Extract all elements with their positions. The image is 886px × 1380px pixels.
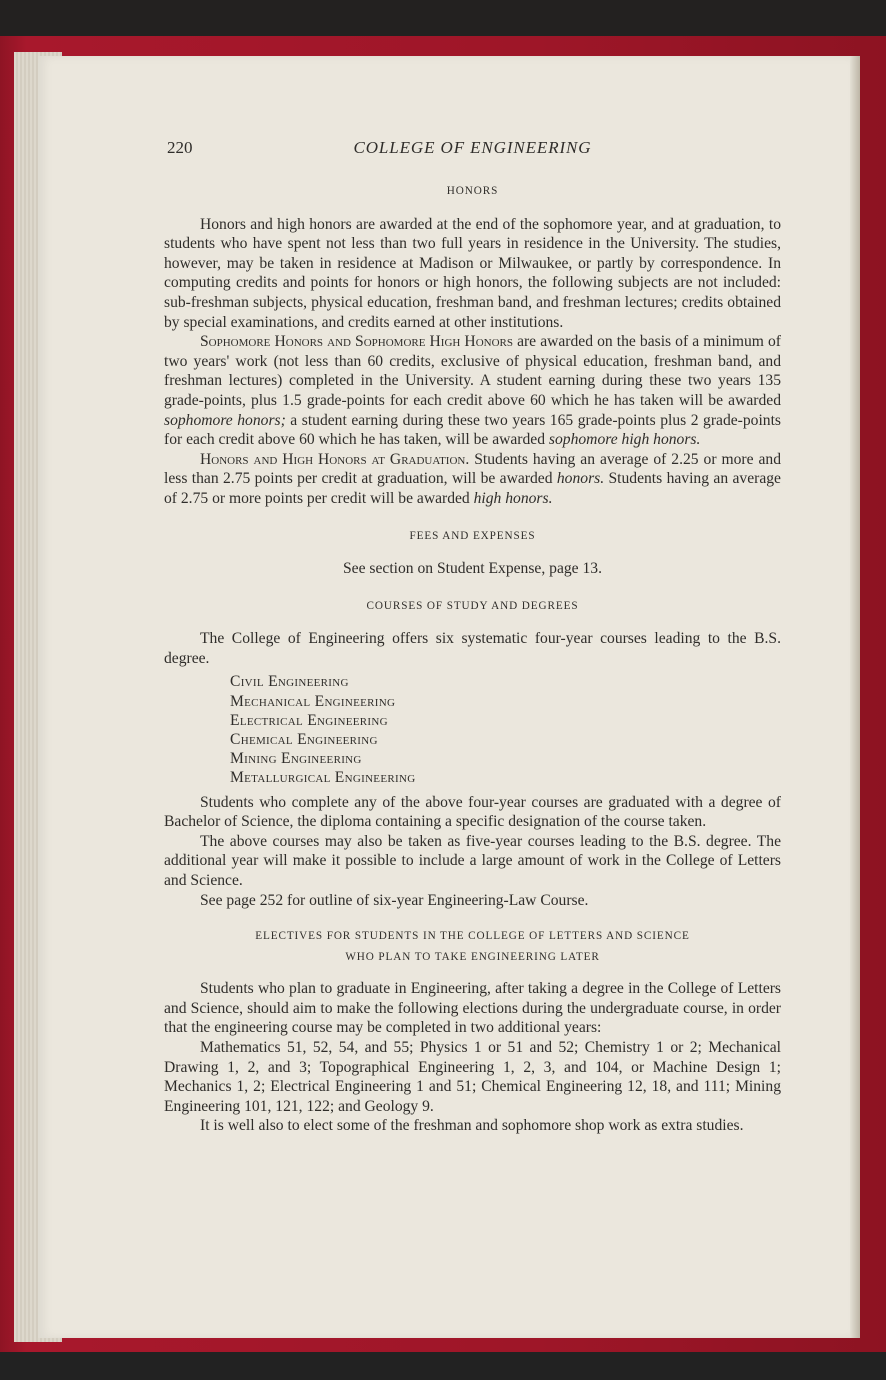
electives-heading — [164, 926, 781, 968]
course-item-civil: Civil Engineering — [230, 673, 349, 691]
running-head — [164, 132, 781, 166]
courses-intro: The College of Engineering offers six systematic four-year courses leading to the B.S. degree. — [164, 630, 781, 667]
fees-text: See section on Student Expense, page 13. — [343, 560, 602, 578]
graduation-honors-lead: Honors and High Honors at Graduation. — [200, 450, 470, 468]
course-item-mechanical: Mechanical Engineering — [230, 692, 396, 710]
page-number: 220 — [167, 138, 193, 157]
honors-paragraph-2: Sophomore Honors and Sophomore High Honors are awarded on the basis of a minimum of two years' work (not less than 60 credits, exclusive of physical education, freshman band, and freshman lectures) completed in the University. A student earning during these two years 135 grade-points, plus 1.5 grade-points for each credit above 60 which he has taken will be awarded sophomore honors; a student earning during these two years 165 grade-points plus 2 grade-points for each credit above 60 which he has taken, will be awarded sophomore high honors. — [164, 333, 781, 449]
courses-paragraph-4: See page 252 for outline of six-year Engineering-Law Course. — [200, 891, 589, 909]
honors-paragraph-3: Honors and High Honors at Graduation. Students having an average of 2.25 or more and less than 2.75 points per credit at graduation, will be awarded honors. Students having an average of 2.75 or more points per credit will be awarded high honors. — [164, 450, 781, 507]
course-item-mining: Mining Engineering — [230, 750, 362, 768]
course-item-metallurgical: Metallurgical Engineering — [230, 769, 416, 787]
courses-paragraph-2: Students who complete any of the above four-year courses are graduated with a degree of Bachelor of Science, the diploma containing a specific designation of the course taken. — [164, 793, 781, 831]
courses-paragraph-3: The above courses may also be taken as five-year courses leading to the B.S. degree. The additional year will make it possible to include a large amount of work in the College of Letters and Science. — [164, 832, 781, 890]
background-top — [0, 0, 886, 36]
course-list — [164, 672, 781, 787]
electives-heading-line-1: ELECTIVES FOR STUDENTS IN THE COLLEGE OF LETTERS AND SCIENCE — [255, 930, 690, 943]
fees-heading: FEES AND EXPENSES — [409, 529, 536, 542]
course-item-chemical: Chemical Engineering — [230, 731, 378, 749]
sophomore-honors-lead: Sophomore Honors and Sophomore High Honors — [200, 333, 513, 351]
running-title: COLLEGE OF ENGINEERING — [353, 138, 592, 157]
electives-paragraph-1: Students who plan to graduate in Engineering, after taking a degree in the College of Letters and Science, should aim to make the following elections during the undergraduate course, in order that the engineering course may be completed in two additional years: — [164, 980, 781, 1037]
honors-paragraph-1: Honors and high honors are awarded at the end of the sophomore year, and at graduation, to students who have spent not less than two full years in residence in the University. The studies, however, may be taken in residence at Madison or Milwaukee, or partly by correspondence. In computing credits and points for honors or high honors, the following subjects are not included: sub-freshman subjects, physical education, freshman band, and freshman lectures; credits obtained by special examinations, and credits earned at other institutions. — [164, 215, 781, 331]
page-text — [164, 132, 781, 1136]
background-bottom — [0, 1352, 886, 1380]
honors-heading: HONORS — [446, 185, 499, 197]
electives-heading-line-2: WHO PLAN TO TAKE ENGINEERING LATER — [345, 951, 600, 964]
courses-heading: COURSES OF STUDY AND DEGREES — [366, 599, 579, 612]
electives-paragraph-2: Mathematics 51, 52, 54, and 55; Physics 1 or 51 and 52; Chemistry 1 or 2; Mechanical Drawing 1, 2, and 3; Topographical Engineering 1, 2, 3, and 104, or Machine Design 1; Mechanics 1, 2; Electrical Engineering 1 and 51; Chemical Engineering 12, 18, and 111; Mining Engineering 101, 121, 122; and Geology 9. — [164, 1039, 781, 1115]
electives-paragraph-3: It is well also to elect some of the freshman and sophomore shop work as extra studies. — [200, 1117, 744, 1135]
course-item-electrical: Electrical Engineering — [230, 711, 388, 729]
